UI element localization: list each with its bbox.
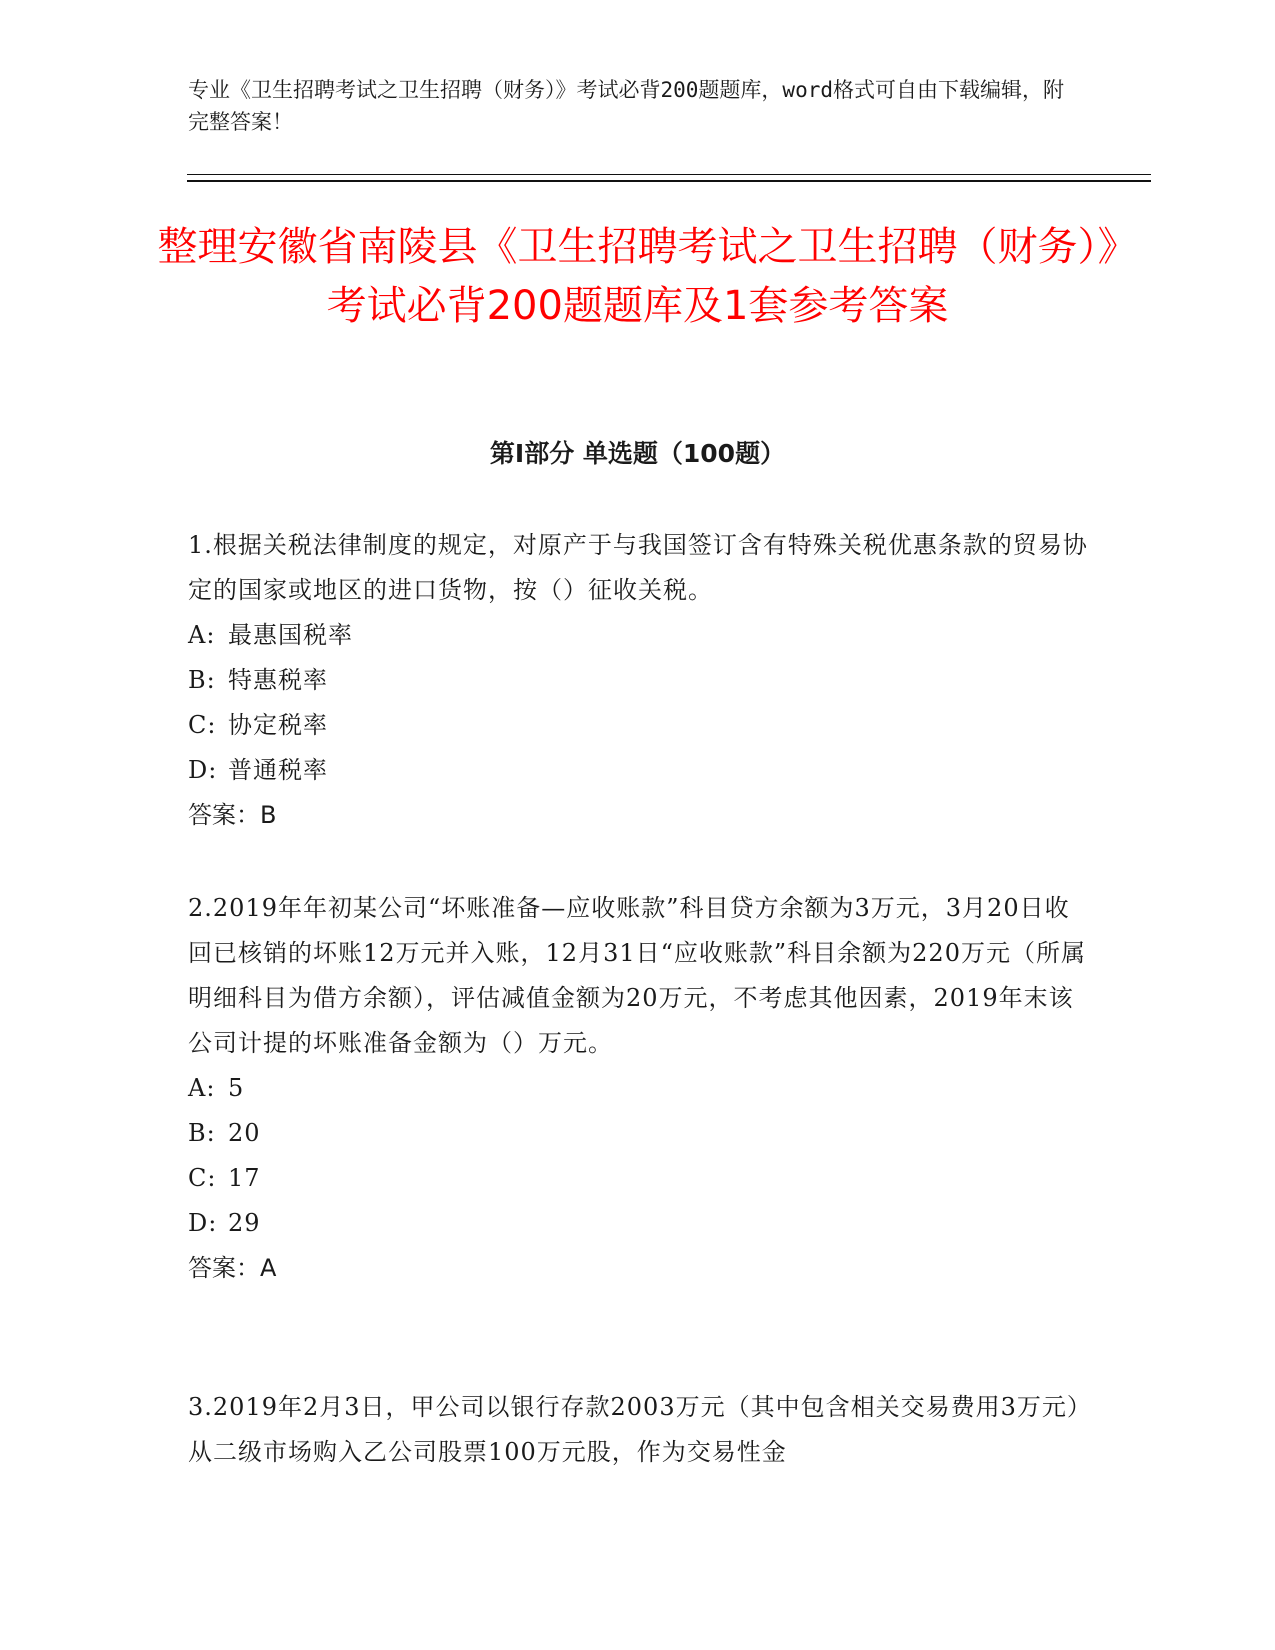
option-value: 协定税率 [228, 711, 328, 739]
option-value: 29 [228, 1209, 261, 1237]
header-divider-thick [187, 180, 1151, 182]
option-d [188, 1201, 1088, 1246]
question-text: 3.2019年2月3日，甲公司以银行存款2003万元（其中包含相关交易费用3万元）从二级市场购入乙公司股票100万元股，作为交易性金 [188, 1393, 1080, 1466]
option-list [188, 1066, 1088, 1246]
option-key: D: [188, 756, 218, 784]
option-key: C: [188, 711, 217, 739]
option-a [188, 613, 1088, 658]
option-value: 17 [228, 1164, 261, 1192]
section-heading: 第Ⅰ部分 单选题（100题） [489, 439, 786, 468]
option-d [188, 748, 1088, 793]
option-b [188, 1111, 1088, 1156]
option-key: C: [188, 1164, 217, 1192]
option-key: B: [188, 1119, 216, 1147]
option-value: 5 [228, 1074, 245, 1102]
document-title: 整理安徽省南陵县《卫生招聘考试之卫生招聘（财务）》考试必背200题题库及1套参考答案 [157, 224, 1118, 329]
option-list [188, 613, 1088, 793]
option-value: 普通税率 [228, 756, 328, 784]
option-c [188, 703, 1088, 748]
option-key: A: [188, 1074, 216, 1102]
option-b [188, 658, 1088, 703]
option-value: 最惠国税率 [228, 621, 353, 649]
question-2 [188, 886, 1088, 1291]
answer: 答案：B [188, 801, 277, 829]
option-c [188, 1156, 1088, 1201]
option-value: 20 [228, 1119, 261, 1147]
header-divider-thin [187, 174, 1151, 175]
question-text: 1.根据关税法律制度的规定，对原产于与我国签订含有特殊关税优惠条款的贸易协定的国家或地区的进口货物，按（）征收关税。 [188, 531, 1088, 604]
option-a [188, 1066, 1088, 1111]
option-value: 特惠税率 [228, 666, 328, 694]
question-3 [188, 1385, 1088, 1475]
option-key: A: [188, 621, 216, 649]
question-text: 2.2019年年初某公司“坏账准备—应收账款”科目贷方余额为3万元，3月20日收回已核销的坏账12万元并入账，12月31日“应收账款”科目余额为220万元（所属明细科目为借方余额），评估减值金额为20万元，不考虑其他因素，2019年末该公司计提的坏账准备金额为（）万元。 [188, 894, 1086, 1057]
question-1 [188, 523, 1088, 838]
option-key: B: [188, 666, 216, 694]
answer: 答案：A [188, 1254, 277, 1282]
header-note: 专业《卫生招聘考试之卫生招聘（财务）》考试必背200题题库，word格式可自由下载编辑，附完整答案！ [188, 78, 1064, 134]
option-key: D: [188, 1209, 218, 1237]
